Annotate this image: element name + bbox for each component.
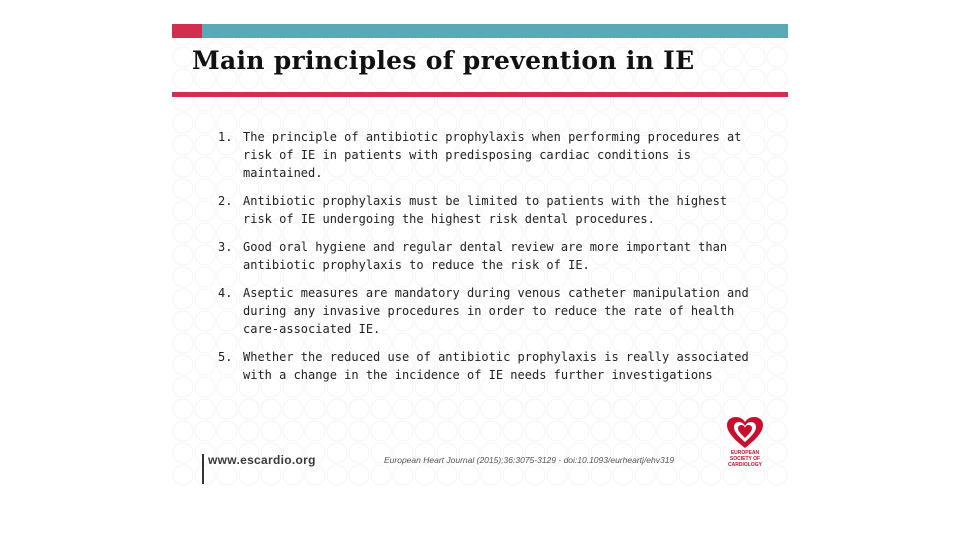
list-item-number: 1. [218,130,233,144]
list-item-text: Whether the reduced use of antibiotic prophylaxis is really associated with a change in the incidence of IE needs further investigations [243,350,749,382]
list-item [218,128,758,182]
logo-line-3: CARDIOLOGY [728,462,762,468]
list-item [218,284,758,338]
list-item-text: Good oral hygiene and regular dental review are more important than antibiotic prophylaxis to reduce the risk of IE. [243,240,728,272]
list-item-number: 4. [218,286,233,300]
list-item [218,348,758,384]
slide-title: Main principles of prevention in IE [192,46,695,75]
top-accent-bar [172,24,788,38]
logo-line-2: SOCIETY OF [729,456,761,462]
list-item [218,192,758,228]
list-item-number: 2. [218,194,233,208]
title-rule [172,92,788,97]
logo-wordmark [720,450,770,468]
list-item-text: The principle of antibiotic prophylaxis when performing procedures at risk of IE in patients with predisposing cardiac conditions is maintained. [243,130,742,180]
list-item-number: 3. [218,240,233,254]
list-item-text: Antibiotic prophylaxis must be limited to patients with the highest risk of IE undergoing the highest risk dental procedures. [243,194,728,226]
top-accent-red-block [172,24,202,38]
principles-list [218,128,758,394]
footer-website-link[interactable]: www.escardio.org [208,453,316,467]
esc-logo [720,416,770,474]
list-item-text: Aseptic measures are mandatory during venous catheter manipulation and during any invasive procedures in order to reduce the rate of health care-associated IE. [243,286,749,336]
logo-line-1: EUROPEAN [730,450,760,456]
list-item-number: 5. [218,350,233,364]
heart-logo-icon [726,416,764,450]
list-item [218,238,758,274]
footer-divider [202,454,204,484]
slide [172,24,788,486]
footer-citation: European Heart Journal (2015);36:3075-3129 - doi:10.1093/eurheartj/ehv319 [384,455,675,465]
